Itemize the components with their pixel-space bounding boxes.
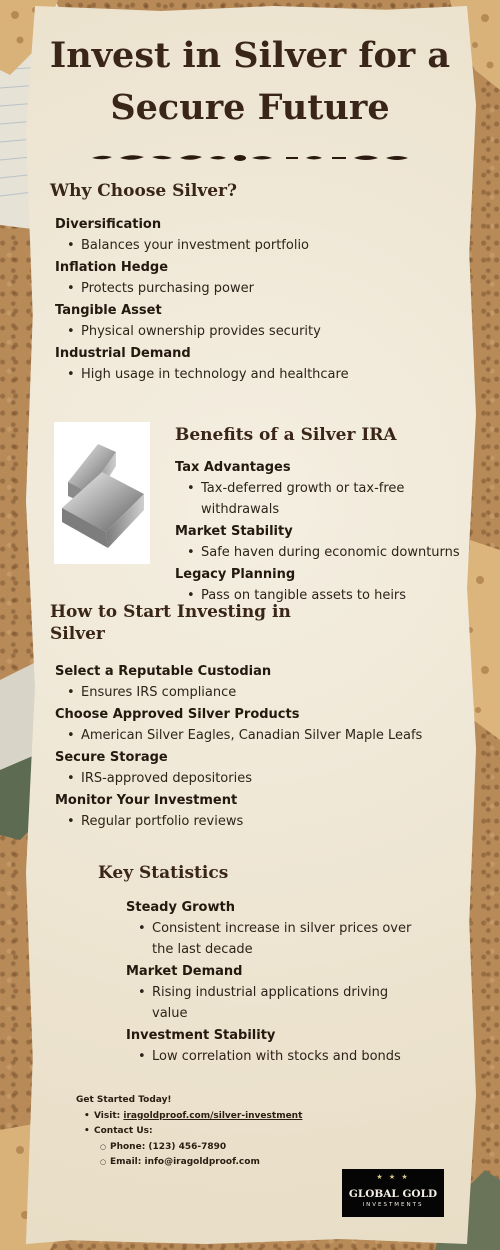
start-list [55, 661, 465, 833]
section-title-line: How to Start Investing in [50, 602, 291, 622]
section-title-line: Silver [50, 624, 105, 644]
item-bullet: • Tax-deferred growth or tax-free withdrawals [175, 478, 473, 520]
item-bullet: • IRS-approved depositories [55, 768, 465, 789]
item-heading: Investment Stability [126, 1028, 276, 1043]
section-title-benefits: Benefits of a Silver IRA [175, 425, 397, 445]
list-item [55, 214, 465, 256]
item-heading: Market Demand [126, 964, 243, 979]
item-bullet: • Consistent increase in silver prices over the last decade [126, 918, 426, 960]
item-heading: Monitor Your Investment [55, 793, 238, 808]
item-bullet: • Rising industrial applications driving value [126, 982, 426, 1024]
section-title-start [50, 601, 291, 645]
logo-subtitle: INVESTMENTS [362, 1202, 424, 1208]
page-title [30, 30, 470, 134]
list-item [55, 661, 465, 703]
item-bullet: • Pass on tangible assets to heirs [175, 585, 473, 606]
phone-text: ○ Phone: (123) 456-7890 [76, 1140, 302, 1156]
item-heading: Diversification [55, 217, 162, 232]
item-heading: Choose Approved Silver Products [55, 707, 300, 722]
item-heading: Select a Reputable Custodian [55, 664, 272, 679]
silver-bars-image [54, 422, 150, 564]
item-bullet: • Protects purchasing power [55, 278, 465, 299]
benefits-list [175, 457, 473, 607]
item-heading: Inflation Hedge [55, 260, 169, 275]
list-item [126, 1025, 426, 1067]
item-bullet: • Safe haven during economic downturns [175, 542, 473, 563]
item-heading: Steady Growth [126, 900, 235, 915]
list-item [55, 343, 465, 385]
item-heading: Tax Advantages [175, 460, 291, 475]
list-item [55, 790, 465, 832]
item-heading: Market Stability [175, 524, 293, 539]
list-item [126, 897, 426, 960]
title-line: Secure Future [110, 87, 390, 128]
item-bullet: • High usage in technology and healthcare [55, 364, 465, 385]
list-item [175, 521, 473, 563]
title-line: Invest in Silver for a [49, 35, 451, 76]
item-heading: Tangible Asset [55, 303, 162, 318]
item-bullet: • Balances your investment portfolio [55, 235, 465, 256]
footer-heading: Get Started Today! [76, 1095, 172, 1105]
item-heading: Legacy Planning [175, 567, 296, 582]
item-bullet: • American Silver Eagles, Canadian Silver Maple Leafs [55, 725, 465, 746]
item-bullet: • Physical ownership provides security [55, 321, 465, 342]
silver-bars-icon [54, 422, 150, 564]
decorative-dash-divider [92, 152, 408, 164]
stats-list [126, 897, 426, 1068]
list-item [55, 257, 465, 299]
logo-name: GLOBAL GOLD [348, 1188, 438, 1200]
list-item [55, 747, 465, 789]
item-bullet: • Ensures IRS compliance [55, 682, 465, 703]
list-item [55, 704, 465, 746]
email-text: ○ Email: info@iragoldproof.com [76, 1155, 302, 1171]
item-heading: Secure Storage [55, 750, 168, 765]
section-title-why: Why Choose Silver? [50, 181, 237, 201]
why-list [55, 214, 465, 386]
contact-footer [76, 1093, 302, 1171]
item-bullet: • Regular portfolio reviews [55, 811, 465, 832]
contact-label: • Contact Us: [76, 1124, 302, 1140]
section-title-stats: Key Statistics [98, 863, 229, 883]
logo-stars: ★ ★ ★ [376, 1173, 410, 1181]
item-heading: Industrial Demand [55, 346, 191, 361]
item-bullet: • Low correlation with stocks and bonds [126, 1046, 426, 1067]
visit-label: Visit: [94, 1110, 124, 1121]
website-link[interactable]: iragoldproof.com/silver-investment [123, 1110, 303, 1121]
list-item [175, 564, 473, 606]
global-gold-logo [342, 1169, 444, 1217]
visit-line [76, 1109, 302, 1125]
list-item [175, 457, 473, 520]
list-item [126, 961, 426, 1024]
list-item [55, 300, 465, 342]
